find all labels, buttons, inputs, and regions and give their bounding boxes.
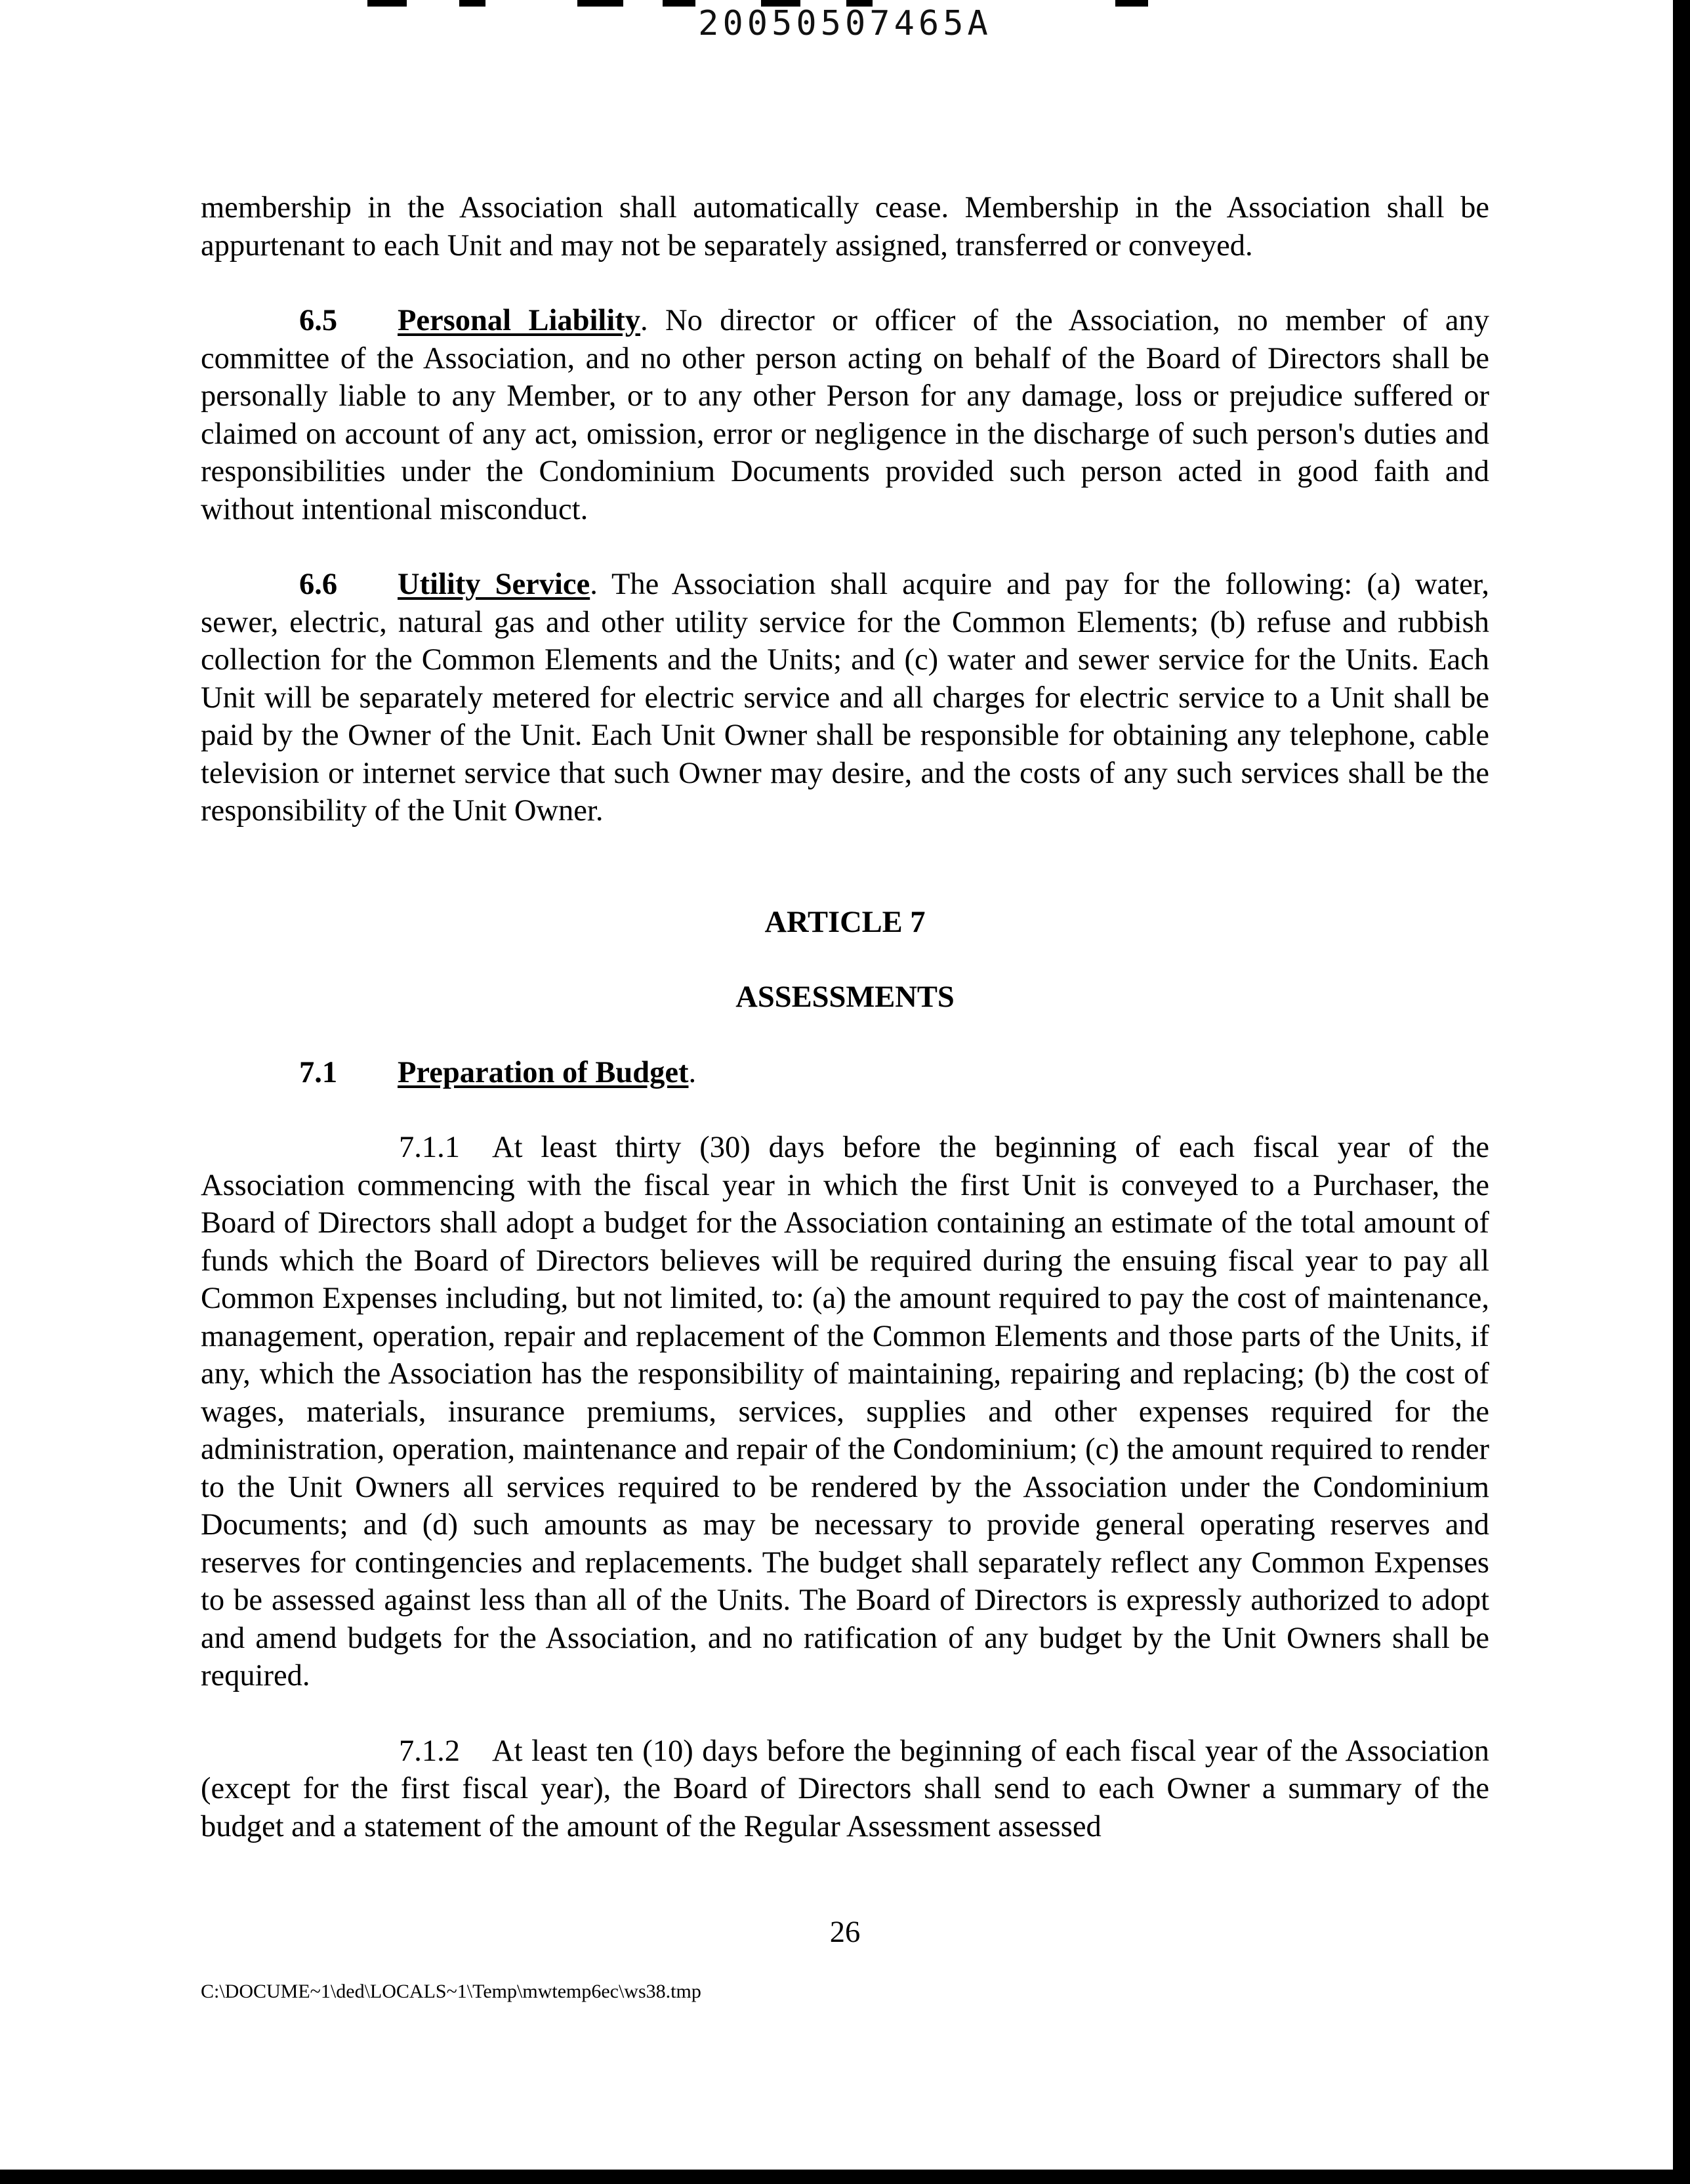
subsection-number: 7.1.1 <box>399 1131 460 1164</box>
section-title: Personal Liability <box>398 304 640 337</box>
subsection-number: 7.1.2 <box>399 1734 460 1768</box>
file-path-footer: C:\DOCUME~1\ded\LOCALS~1\Temp\mwtemp6ec\ws38.tmp <box>201 1981 701 2002</box>
document-page <box>201 189 1489 1845</box>
section-title: Utility Service <box>398 568 590 601</box>
scan-border-bottom <box>0 2170 1690 2184</box>
subsection-text: At least ten (10) days before the beginning of each fiscal year of the Association (except for the first fiscal year), the Board of Directors shall send to each Owner a summary of the budget and a statement of the amount of the Regular Assessment assessed <box>201 1734 1489 1843</box>
article-title: ARTICLE 7 <box>764 905 926 939</box>
section-6-5 <box>201 302 1489 528</box>
section-7-1-1 <box>201 1129 1489 1695</box>
section-number: 6.5 <box>299 304 338 337</box>
section-7-1 <box>201 1054 1489 1092</box>
section-6-6 <box>201 566 1489 830</box>
continuation-paragraph: membership in the Association shall automatically cease. Membership in the Association shall be appurtenant to each Unit and may not be separately assigned, transferred or conveyed. <box>201 191 1489 262</box>
subsection-text: At least thirty (30) days before the beginning of each fiscal year of the Association commencing with the fiscal year in which the first Unit is conveyed to a Purchaser, the Board of Directors shall adopt a budget for the Association containing an estimate of the total amount of funds which the Board of Directors believes will be required during the ensuing fiscal year to pay all Common Expenses including, but not limited, to: (a) the amount required to pay the cost of maintenance, management, operation, repair and replacement of the Common Elements and those parts of the Units, if any, which the Association has the responsibility of maintaining, repairing and replacing; (b) the cost of wages, materials, insurance premiums, services, supplies and other expenses required for the administration, operation, maintenance and repair of the Condominium; (c) the amount required to render to the Unit Owners all services required to be rendered by the Association under the Condominium Documents; and (d) such amounts as may be necessary to provide general operating reserves and reserves for contingencies and replacements. The budget shall separately reflect any Common Expenses to be assessed against less than all of the Units. The Board of Directors is expressly authorized to adopt and amend budgets for the Association, and no ratification of any budget by the Unit Owners shall be required. <box>201 1131 1489 1692</box>
document-number: 20050507465A <box>698 4 992 43</box>
section-number: 7.1 <box>299 1055 338 1089</box>
page-number: 26 <box>829 1916 861 1949</box>
article-subtitle: ASSESSMENTS <box>735 980 955 1014</box>
section-period: . <box>688 1055 697 1089</box>
section-text: . The Association shall acquire and pay for the following: (a) water, sewer, electric, natural gas and other utility service for the Common Elements; (b) refuse and rubbish collection for the Common Elements and the Units; and (c) water and sewer service for the Units. Each Unit will be separately metered for electric service and all charges for electric service to a Unit shall be paid by the Owner of the Unit. Each Unit Owner shall be responsible for obtaining any telephone, cable television or internet service that such Owner may desire, and the costs of any such services shall be the responsibility of the Unit Owner. <box>201 568 1489 828</box>
section-title: Preparation of Budget <box>398 1055 689 1089</box>
scan-border-right <box>1673 0 1690 2184</box>
section-text: . No director or officer of the Association, no member of any committee of the Association, and no other person acting on behalf of the Board of Directors shall be personally liable to any Member, or to any other Person for any damage, loss or prejudice suffered or claimed on account of any act, omission, error or negligence in the discharge of such person's duties and responsibilities under the Condominium Documents provided such person acted in good faith and without intentional misconduct. <box>201 304 1489 526</box>
section-number: 6.6 <box>299 568 338 601</box>
section-7-1-2 <box>201 1732 1489 1846</box>
